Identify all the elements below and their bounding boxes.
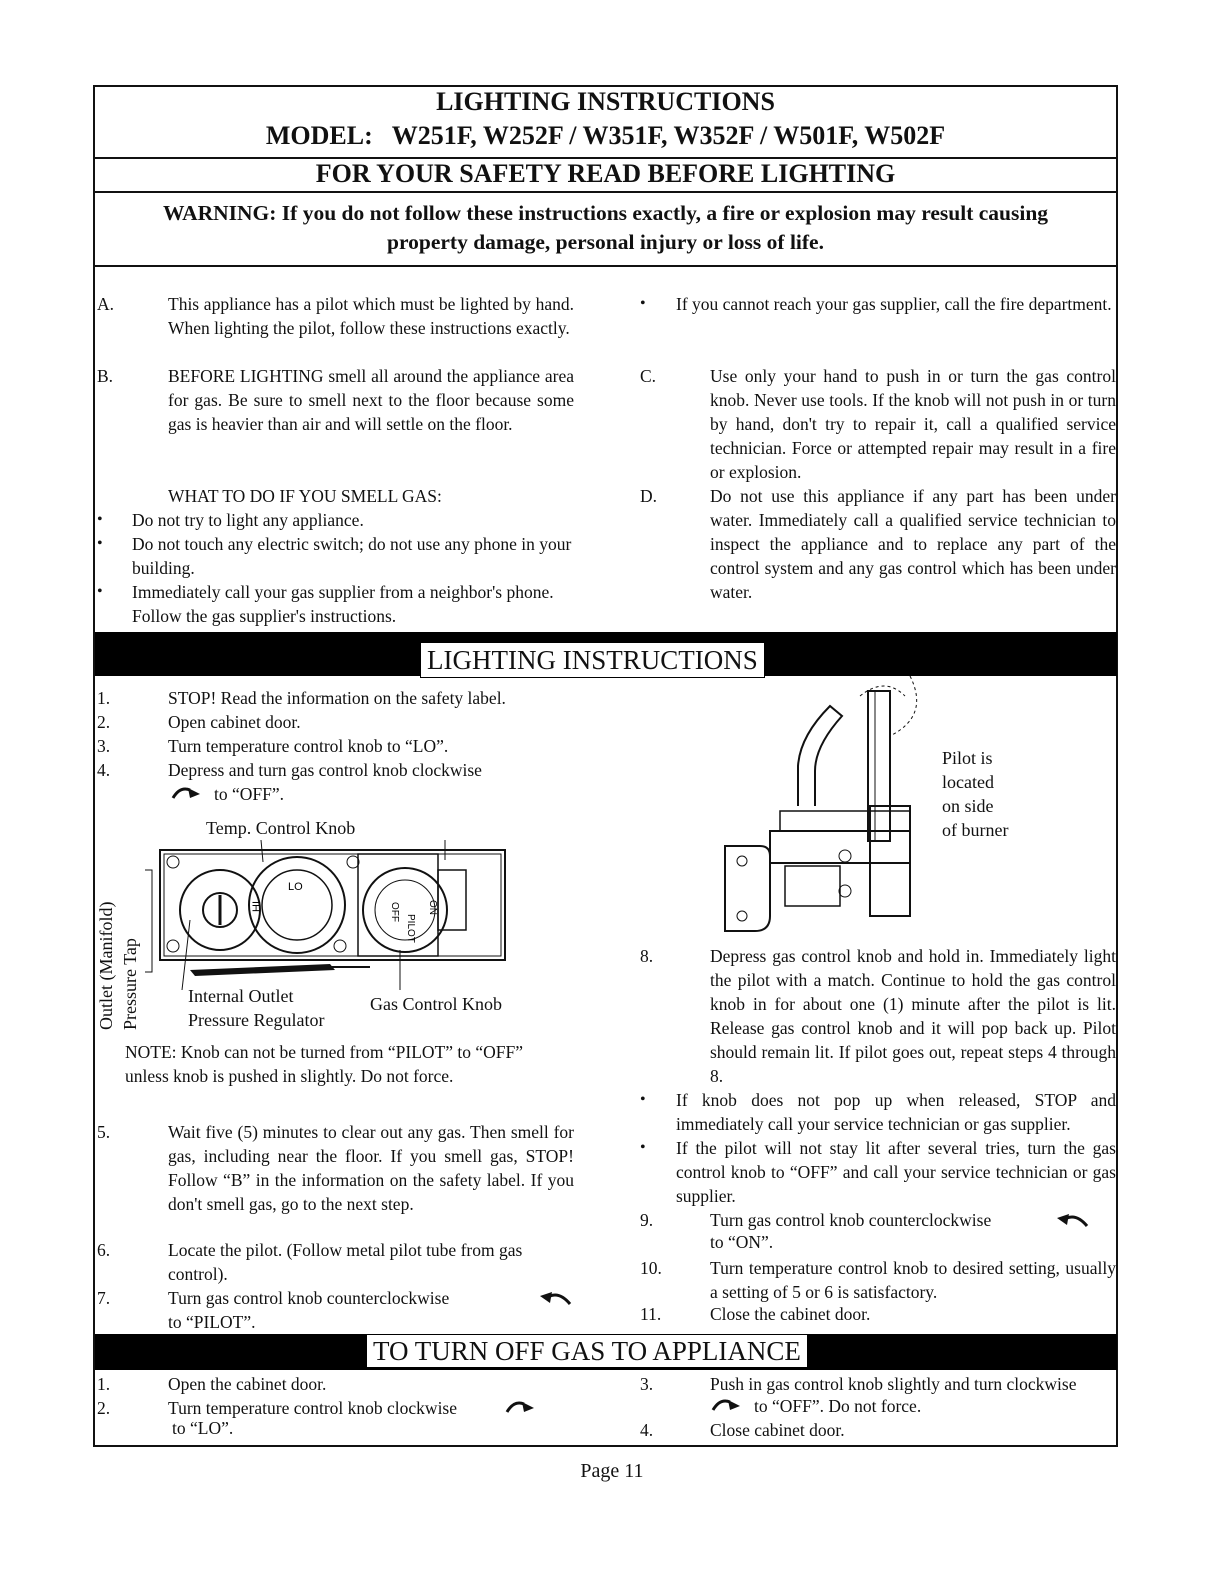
- divider: [93, 265, 1118, 267]
- counterclockwise-arrow-icon: [1055, 1212, 1091, 1230]
- frame-bottom: [93, 1445, 1118, 1447]
- bullet-icon: •: [97, 583, 103, 600]
- warning: [103, 199, 1108, 257]
- turn-off-band-title: TO TURN OFF GAS TO APPLIANCE: [366, 1334, 808, 1368]
- pilot-caption-line: Pilot is: [942, 748, 993, 768]
- pilot-label: PILOT: [405, 914, 416, 943]
- outlet-label: Outlet (Manifold): [96, 901, 116, 1030]
- step-text: Close the cabinet door.: [710, 1304, 871, 1324]
- bullet-text: Do not touch any electric switch; do not use any phone in your building.: [132, 534, 572, 578]
- warning-line-1: WARNING: If you do not follow these instructions exactly, a fire or explosion may result causing: [162, 201, 1049, 225]
- lo-label: LO: [288, 881, 303, 893]
- bullet-text: Do not try to light any appliance.: [132, 510, 364, 530]
- step-text: Turn gas control knob counterclockwise: [168, 1288, 450, 1308]
- step-text: Depress and turn gas control knob clockwise: [168, 760, 482, 780]
- step-text: Depress gas control knob and hold in. Immediately light the pilot with a match. Continue to hold the gas control knob in for about one (1) minute after the pilot is lit. Release gas control knob and it will pop back up. Pilot should remain lit. If pilot goes out, repeat steps 4 through 8.: [710, 946, 1116, 1086]
- gas-control-knob-label: Gas Control Knob: [370, 994, 502, 1014]
- step-text: Open cabinet door.: [168, 712, 301, 732]
- step-text: Turn temperature control knob to “LO”.: [168, 736, 449, 756]
- step-number: 5.: [97, 1122, 111, 1142]
- pilot-caption-line: on side: [942, 796, 994, 816]
- step-text: Turn temperature control knob to desired setting, usually a setting of 5 or 6 is satisfactory.: [710, 1258, 1116, 1302]
- safety-heading: FOR YOUR SAFETY READ BEFORE LIGHTING: [315, 159, 896, 188]
- item-d-text: Do not use this appliance if any part has been under water. Immediately call a qualified service technician to inspect the appliance and to replace any part of the control system and any gas control which has been under water.: [710, 486, 1116, 602]
- off-label: OFF: [389, 902, 400, 922]
- label-b: B.: [97, 366, 114, 386]
- step-continuation: to “ON”.: [710, 1232, 774, 1252]
- step-text: Open the cabinet door.: [168, 1374, 327, 1394]
- step-number: 1.: [97, 1374, 111, 1394]
- clockwise-arrow-icon: [170, 784, 204, 802]
- lighting-band-title: LIGHTING INSTRUCTIONS: [420, 642, 765, 678]
- item-c-text: Use only your hand to push in or turn the gas control knob. Never use tools. If the knob will not push in or turn by hand, don't try to repair it, call a qualified service technician. Force or attempted repair may result in a fire or explosion.: [710, 366, 1116, 482]
- step-text: STOP! Read the information on the safety label.: [168, 688, 506, 708]
- bullet-text: Immediately call your gas supplier from a neighbor's phone. Follow the gas supplier's instructions.: [132, 582, 554, 626]
- bullet-icon: •: [97, 535, 103, 552]
- clockwise-arrow-icon: [710, 1396, 744, 1414]
- label-a: A.: [97, 294, 115, 314]
- warning-line-2: property damage, personal injury or loss of life.: [387, 230, 824, 254]
- step-number: 3.: [640, 1374, 654, 1394]
- item-b-text: BEFORE LIGHTING smell all around the appliance area for gas. Be sure to smell next to the floor because some gas is heavier than air and will settle on the floor.: [168, 366, 574, 434]
- step-number: 2.: [97, 712, 111, 732]
- step-number: 4.: [97, 760, 111, 780]
- step-number: 1.: [97, 688, 111, 708]
- step-text: Turn gas control knob counterclockwise: [710, 1210, 992, 1230]
- step-continuation: to “OFF”.: [214, 784, 284, 804]
- pressure-regulator-label: Pressure Regulator: [188, 1010, 325, 1030]
- hi-label: HI: [251, 901, 263, 912]
- pilot-diagram: [720, 676, 930, 946]
- step-text: Push in gas control knob slightly and turn clockwise: [710, 1374, 1077, 1394]
- internal-outlet-label: Internal Outlet: [188, 986, 294, 1006]
- step-continuation: to “OFF”. Do not force.: [754, 1396, 922, 1416]
- step-number: 2.: [97, 1398, 111, 1418]
- label-d: D.: [640, 486, 658, 506]
- page-title: LIGHTING INSTRUCTIONS: [436, 87, 775, 116]
- step-number: 10.: [640, 1258, 662, 1278]
- step-number: 4.: [640, 1420, 654, 1440]
- step-text: Close cabinet door.: [710, 1420, 845, 1440]
- clockwise-arrow-icon: [504, 1398, 538, 1416]
- step-number: 3.: [97, 736, 111, 756]
- step-continuation: to “PILOT”.: [168, 1312, 256, 1332]
- counterclockwise-arrow-icon: [538, 1290, 574, 1308]
- bullet-text: If the pilot will not stay lit after several tries, turn the gas control knob to “OFF” and call your service technician or gas supplier.: [676, 1138, 1116, 1206]
- step-number: 6.: [97, 1240, 111, 1260]
- bullet-text: If you cannot reach your gas supplier, call the fire department.: [676, 294, 1112, 314]
- smell-heading: WHAT TO DO IF YOU SMELL GAS:: [168, 486, 442, 506]
- step-number: 9.: [640, 1210, 654, 1230]
- step-continuation: to “LO”.: [172, 1418, 234, 1438]
- bullet-icon: •: [640, 1091, 646, 1108]
- step-text: Locate the pilot. (Follow metal pilot tube from gas control).: [168, 1240, 523, 1284]
- step-number: 7.: [97, 1288, 111, 1308]
- bullet-icon: •: [640, 1139, 646, 1156]
- header: [93, 85, 1118, 267]
- bullet-text: If knob does not pop up when released, STOP and immediately call your service technician or gas supplier.: [676, 1090, 1116, 1134]
- step-text: Turn temperature control knob clockwise: [168, 1398, 458, 1418]
- step-text: Wait five (5) minutes to clear out any gas. Then smell for gas, including near the floor. If you smell gas, STOP! Follow “B” in the information on the safety label. If you don't smell gas, go to the next step.: [168, 1122, 574, 1214]
- divider: [93, 191, 1118, 193]
- temp-knob-label: Temp. Control Knob: [206, 818, 356, 838]
- model-line: MODEL: W251F, W252F / W351F, W352F / W501F, W502F: [265, 121, 946, 150]
- label-c: C.: [640, 366, 657, 386]
- bullet-icon: •: [97, 511, 103, 528]
- pilot-caption-line: of burner: [942, 820, 1009, 840]
- pilot-caption: [942, 746, 1008, 842]
- item-a-text: This appliance has a pilot which must be lighted by hand. When lighting the pilot, follow these instructions exactly.: [168, 294, 574, 338]
- note: NOTE: Knob can not be turned from “PILOT” to “OFF” unless knob is pushed in slightly. Do not force.: [125, 1042, 524, 1086]
- pressure-tap-label: Pressure Tap: [120, 938, 140, 1030]
- step-number: 8.: [640, 946, 654, 966]
- bullet-icon: •: [640, 295, 646, 312]
- page-number: Page 11: [580, 1460, 644, 1482]
- pilot-caption-line: located: [942, 772, 994, 792]
- on-label: ON: [427, 900, 438, 915]
- step-number: 11.: [640, 1304, 662, 1324]
